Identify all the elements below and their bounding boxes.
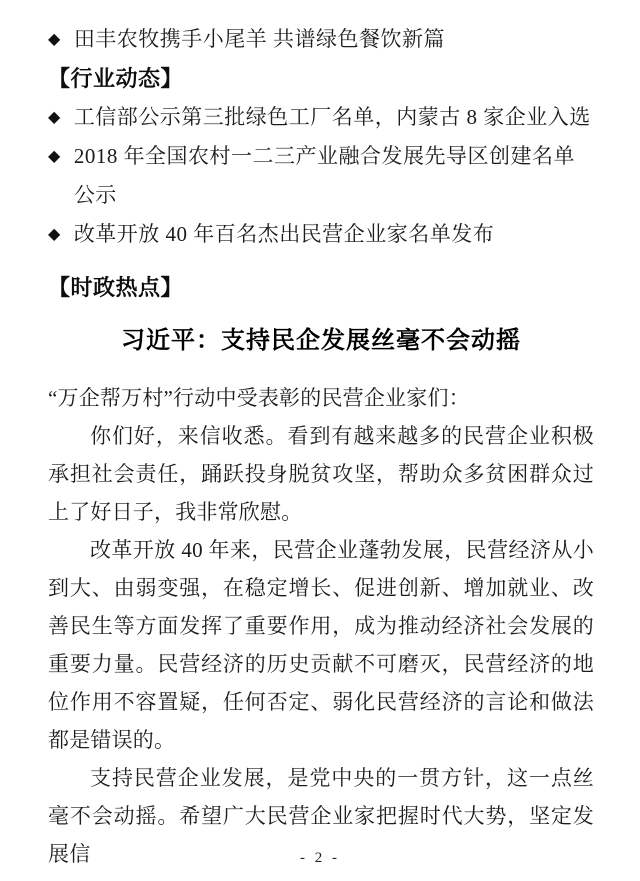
- news-headline-text: 田丰农牧携手小尾羊 共谱绿色餐饮新篇: [73, 27, 446, 51]
- article-paragraph-salutation: “万企帮万村”行动中受表彰的民营企业家们：: [48, 386, 470, 410]
- article-paragraph: 改革开放 40 年来，民营企业蓬勃发展，民营经济从小到大、由弱变强，在稳定增长、促进创新、增加就业、改善民生等方面发挥了重要作用，成为推动经济社会发展的重要力量。民营经济的历史贡献不可磨灭，民营经济的地位作用不容置疑，任何否定、弱化民营经济的言论和做法都是错误的。: [48, 538, 594, 752]
- news-headline-text: 改革开放 40 年百名杰出民营企业家名单发布: [73, 222, 495, 246]
- news-headline-item: [48, 20, 594, 59]
- article-body: [48, 379, 594, 873]
- news-headline-item: [48, 215, 594, 254]
- news-headline-text: 2018 年全国农村一二三产业融合发展先导区创建名单公示: [73, 144, 576, 207]
- news-headline-item: [48, 98, 594, 137]
- article-title: 习近平：支持民企发展丝毫不会动摇: [121, 328, 521, 354]
- news-headline-text: 工信部公示第三批绿色工厂名单，内蒙古 8 家企业入选: [73, 105, 591, 129]
- bullet-diamond-icon: ◆: [48, 148, 61, 165]
- section-header-politics: 【时政热点】: [48, 275, 184, 300]
- section-header-industry: 【行业动态】: [48, 66, 184, 91]
- bullet-diamond-icon: ◆: [48, 31, 61, 48]
- article-paragraph: 你们好，来信收悉。看到有越来越多的民营企业积极承担社会责任，踊跃投身脱贫攻坚，帮助众多贫困群众过上了好日子，我非常欣慰。: [48, 424, 594, 524]
- news-headline-item: [48, 137, 594, 215]
- bullet-diamond-icon: ◆: [48, 226, 61, 243]
- bullet-diamond-icon: ◆: [48, 109, 61, 126]
- article-paragraph: 支持民营企业发展，是党中央的一贯方针，这一点丝毫不会动摇。希望广大民营企业家把握时代大势，坚定发展信: [48, 766, 594, 866]
- page-number: - 2 -: [300, 850, 340, 866]
